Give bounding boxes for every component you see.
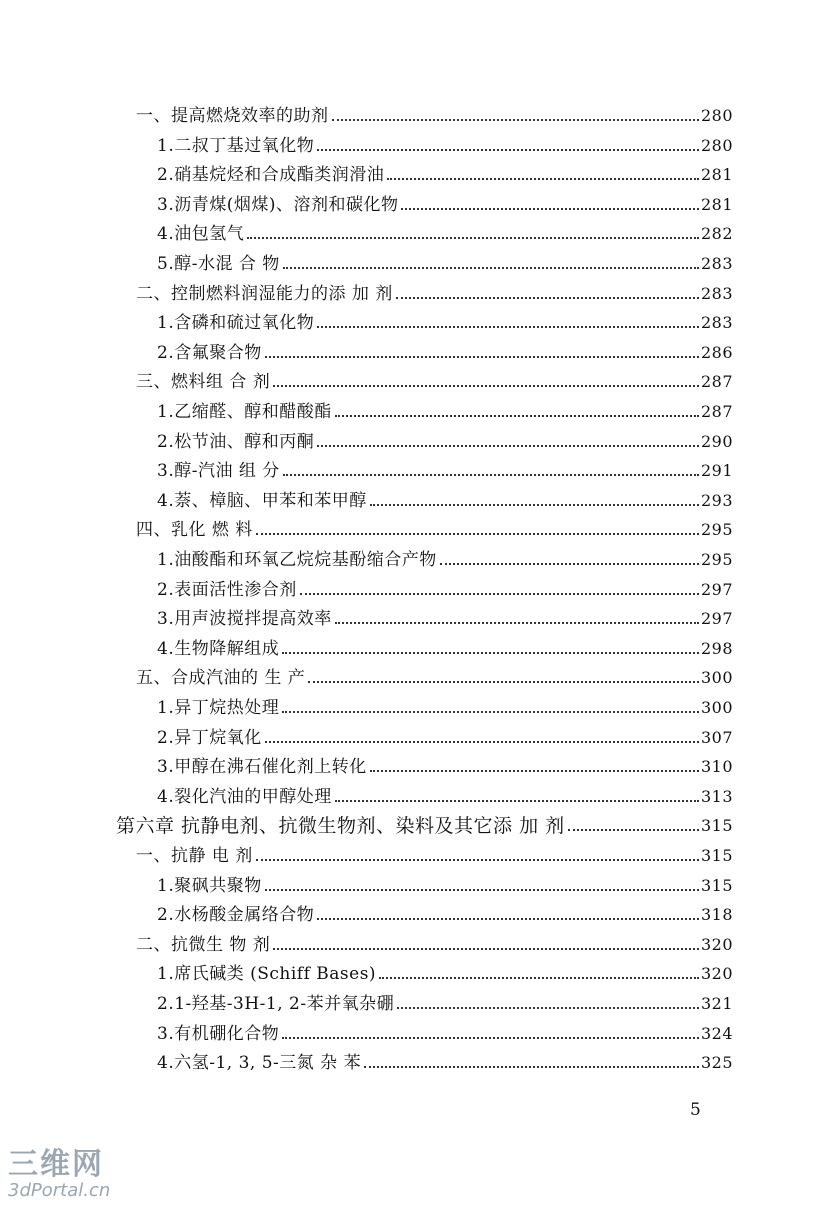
toc-item [157, 754, 733, 778]
dot-leader [335, 622, 699, 624]
toc-entry-title: 一、抗静 电 剂 [136, 846, 253, 866]
dot-leader [397, 1007, 699, 1009]
toc-item [157, 340, 733, 364]
toc-entry-title: 4.裂化汽油的甲醇处理 [157, 787, 332, 807]
toc-entry-title: 一、提高燃烧效率的助剂 [136, 106, 329, 126]
toc-page-number: 321 [700, 994, 733, 1013]
toc-page-number: 286 [700, 343, 733, 362]
toc-page-number: 313 [700, 787, 733, 806]
dot-leader [370, 504, 699, 506]
toc-entry-title: 4.油包氢气 [157, 224, 245, 244]
toc-entry-title: 3.沥青煤(烟煤)、溶剂和碳化物 [157, 195, 399, 215]
dot-leader [379, 977, 699, 979]
toc-entry-title: 二、控制燃料润湿能力的添 加 剂 [136, 284, 393, 304]
toc-item [157, 991, 733, 1015]
toc-page-number: 307 [700, 728, 733, 747]
dot-leader [265, 356, 699, 358]
toc-entry-title: 1.席氏碱类 (Schiff Bases) [157, 964, 377, 984]
toc-entry-title: 2.硝基烷烃和合成酯类润滑油 [157, 165, 385, 185]
toc-item [157, 221, 733, 245]
toc-page-number: 318 [700, 905, 733, 924]
toc-entry-title: 三、燃料组 合 剂 [136, 372, 271, 392]
toc-page-number: 280 [700, 136, 733, 155]
toc-entry-title: 4.萘、樟脑、甲苯和苯甲醇 [157, 491, 367, 511]
toc-entry-title: 2.水杨酸金属络合物 [157, 905, 315, 925]
toc-item [157, 310, 733, 334]
dot-leader [568, 829, 699, 831]
toc-entry-title: 5.醇-水混 合 物 [157, 254, 280, 274]
toc-entry-title: 3.有机硼化合物 [157, 1024, 280, 1044]
toc-entry-title: 第六章 抗静电剂、抗微生物剂、染料及其它添 加 剂 [116, 815, 565, 837]
toc-item [157, 547, 733, 571]
toc-page-number: 324 [700, 1024, 733, 1043]
dot-leader [247, 237, 699, 239]
toc-item [157, 1050, 733, 1074]
toc-section [136, 103, 733, 127]
toc-item [157, 961, 733, 985]
dot-leader [317, 149, 699, 151]
dot-leader [401, 208, 698, 210]
dot-leader [282, 652, 699, 654]
dot-leader [300, 593, 699, 595]
toc-page-number: 293 [700, 491, 733, 510]
dot-leader [335, 800, 699, 802]
dot-leader [317, 918, 699, 920]
dot-leader [265, 889, 699, 891]
toc-page-number: 297 [700, 609, 733, 628]
dot-leader [283, 267, 699, 269]
toc-page-number: 320 [700, 935, 733, 954]
dot-leader [370, 770, 699, 772]
toc-page-number: 291 [700, 461, 733, 480]
toc-chapter [116, 813, 733, 837]
toc-page-number: 315 [700, 876, 733, 895]
toc-section [136, 369, 733, 393]
toc-page-number: 281 [700, 195, 733, 214]
toc-item [157, 606, 733, 630]
toc-page-number: 298 [700, 639, 733, 658]
toc-page-number: 295 [700, 550, 733, 569]
toc-entry-title: 1.乙缩醛、醇和醋酸酯 [157, 402, 332, 422]
toc-item [157, 488, 733, 512]
dot-leader [256, 533, 699, 535]
toc-entry-title: 2.1-羟基-3H-1, 2-苯并氧杂硼 [157, 994, 395, 1014]
toc-page-number: 283 [700, 313, 733, 332]
toc-entry-title: 二、抗微生 物 剂 [136, 935, 271, 955]
toc-item [157, 1021, 733, 1045]
dot-leader [273, 385, 699, 387]
toc-section [136, 281, 733, 305]
toc-item [157, 162, 733, 186]
toc-entry-title: 2.表面活性渗合剂 [157, 580, 297, 600]
toc-section [136, 665, 733, 689]
dot-leader [387, 178, 699, 180]
dot-leader [317, 326, 699, 328]
toc-page-number: 320 [700, 964, 733, 983]
toc-page-number: 290 [700, 432, 733, 451]
dot-leader [256, 859, 699, 861]
toc-entry-title: 3.用声波搅拌提高效率 [157, 609, 332, 629]
toc-entry-title: 2.含氟聚合物 [157, 343, 262, 363]
toc-entry-title: 2.松节油、醇和丙酮 [157, 432, 315, 452]
toc-entry-title: 四、乳化 燃 料 [136, 520, 253, 540]
page-number: 5 [690, 1100, 701, 1120]
dot-leader [283, 474, 699, 476]
dot-leader [273, 948, 699, 950]
toc-page-number: 300 [700, 698, 733, 717]
toc-item [157, 133, 733, 157]
toc-entry-title: 4.生物降解组成 [157, 639, 280, 659]
toc-item [157, 399, 733, 423]
dot-leader [332, 119, 699, 121]
toc-page-number: 295 [700, 520, 733, 539]
watermark-brand: 三维网 [8, 1147, 104, 1182]
toc-entry-title: 1.异丁烷热处理 [157, 698, 280, 718]
toc-item [157, 873, 733, 897]
toc-entry-title: 1.油酸酯和环氧乙烷烷基酚缩合产物 [157, 550, 437, 570]
toc-entry-title: 1.含磷和硫过氧化物 [157, 313, 315, 333]
toc-item [157, 636, 733, 660]
watermark-logo [8, 1147, 111, 1201]
toc-item [157, 458, 733, 482]
watermark-url: 3dPortal.cn [8, 1180, 111, 1201]
toc-item [157, 725, 733, 749]
dot-leader [282, 711, 699, 713]
toc-entry-title: 2.异丁烷氧化 [157, 728, 262, 748]
toc-item [157, 577, 733, 601]
toc-page-number: 281 [700, 165, 733, 184]
toc-entry-title: 3.甲醇在沸石催化剂上转化 [157, 757, 367, 777]
dot-leader [282, 1037, 699, 1039]
toc-section [136, 843, 733, 867]
toc-page-number: 300 [700, 668, 733, 687]
toc-page-number: 287 [700, 372, 733, 391]
toc-page-number: 283 [700, 284, 733, 303]
dot-leader [364, 1066, 699, 1068]
toc-item [157, 429, 733, 453]
dot-leader [335, 415, 699, 417]
toc-item [157, 902, 733, 926]
toc-section [136, 517, 733, 541]
dot-leader [440, 563, 699, 565]
toc-entry-title: 五、合成汽油的 生 产 [136, 668, 306, 688]
dot-leader [265, 741, 699, 743]
toc-entry-title: 1.聚砜共聚物 [157, 876, 262, 896]
dot-leader [308, 681, 699, 683]
toc-item [157, 192, 733, 216]
dot-leader [317, 445, 699, 447]
toc-page-number: 297 [700, 580, 733, 599]
toc-item [157, 251, 733, 275]
toc-page-number: 282 [700, 224, 733, 243]
toc-page-number: 315 [700, 846, 733, 865]
toc-item [157, 695, 733, 719]
toc-page-number: 283 [700, 254, 733, 273]
toc-entry-title: 1.二叔丁基过氧化物 [157, 136, 315, 156]
toc-entry-title: 4.六氢-1, 3, 5-三氮 杂 苯 [157, 1053, 362, 1073]
toc-item [157, 784, 733, 808]
toc-page-number: 325 [700, 1053, 733, 1072]
toc-section [136, 932, 733, 956]
toc-page-number: 287 [700, 402, 733, 421]
dot-leader [396, 297, 699, 299]
toc-page-number: 280 [700, 106, 733, 125]
toc-page-number: 315 [700, 816, 733, 835]
toc-entry-title: 3.醇-汽油 组 分 [157, 461, 280, 481]
toc-page-number: 310 [700, 757, 733, 776]
